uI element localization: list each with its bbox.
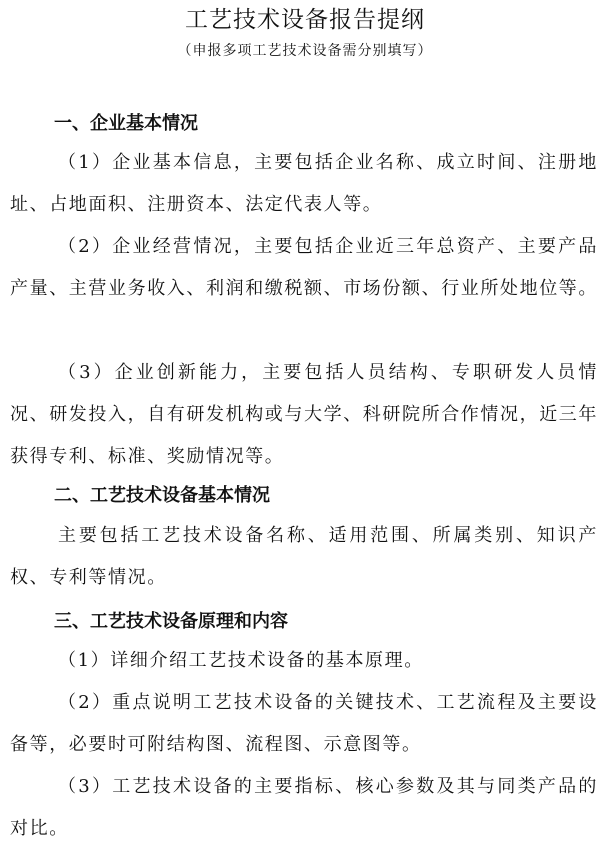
paragraph-basic-principle: （1）详细介绍工艺技术设备的基本原理。 bbox=[58, 650, 424, 671]
paragraph-key-technology: （2）重点说明工艺技术设备的关键技术、工艺流程及主要设备等，必要时可附结构图、流程图、示意图等。 bbox=[10, 692, 598, 755]
paragraph-company-innovation: （3）企业创新能力，主要包括人员结构、专职研发人员情况、研发投入，自有研发机构或与大学、科研院所合作情况，近三年获得专利、标准、奖励情况等。 bbox=[10, 362, 598, 467]
section-heading-company: 一、企业基本情况 bbox=[54, 113, 198, 134]
paragraph-indicators-comparison: （3）工艺技术设备的主要指标、核心参数及其与同类产品的对比。 bbox=[10, 776, 598, 839]
document-title: 工艺技术设备报告提纲 bbox=[185, 7, 425, 33]
section-heading-equipment-principles: 三、工艺技术设备原理和内容 bbox=[54, 611, 288, 632]
section-heading-equipment-basics: 二、工艺技术设备基本情况 bbox=[54, 485, 270, 506]
paragraph-equipment-basics: 主要包括工艺技术设备名称、适用范围、所属类别、知识产权、专利等情况。 bbox=[10, 525, 598, 588]
paragraph-company-info: （1）企业基本信息，主要包括企业名称、成立时间、注册地址、占地面积、注册资本、法定代表人等。 bbox=[10, 152, 598, 215]
document-subtitle: （申报多项工艺技术设备需分别填写） bbox=[177, 43, 433, 59]
paragraph-company-operations: （2）企业经营情况，主要包括企业近三年总资产、主要产品产量、主营业务收入、利润和缴税额、市场份额、行业所处地位等。 bbox=[10, 236, 598, 299]
